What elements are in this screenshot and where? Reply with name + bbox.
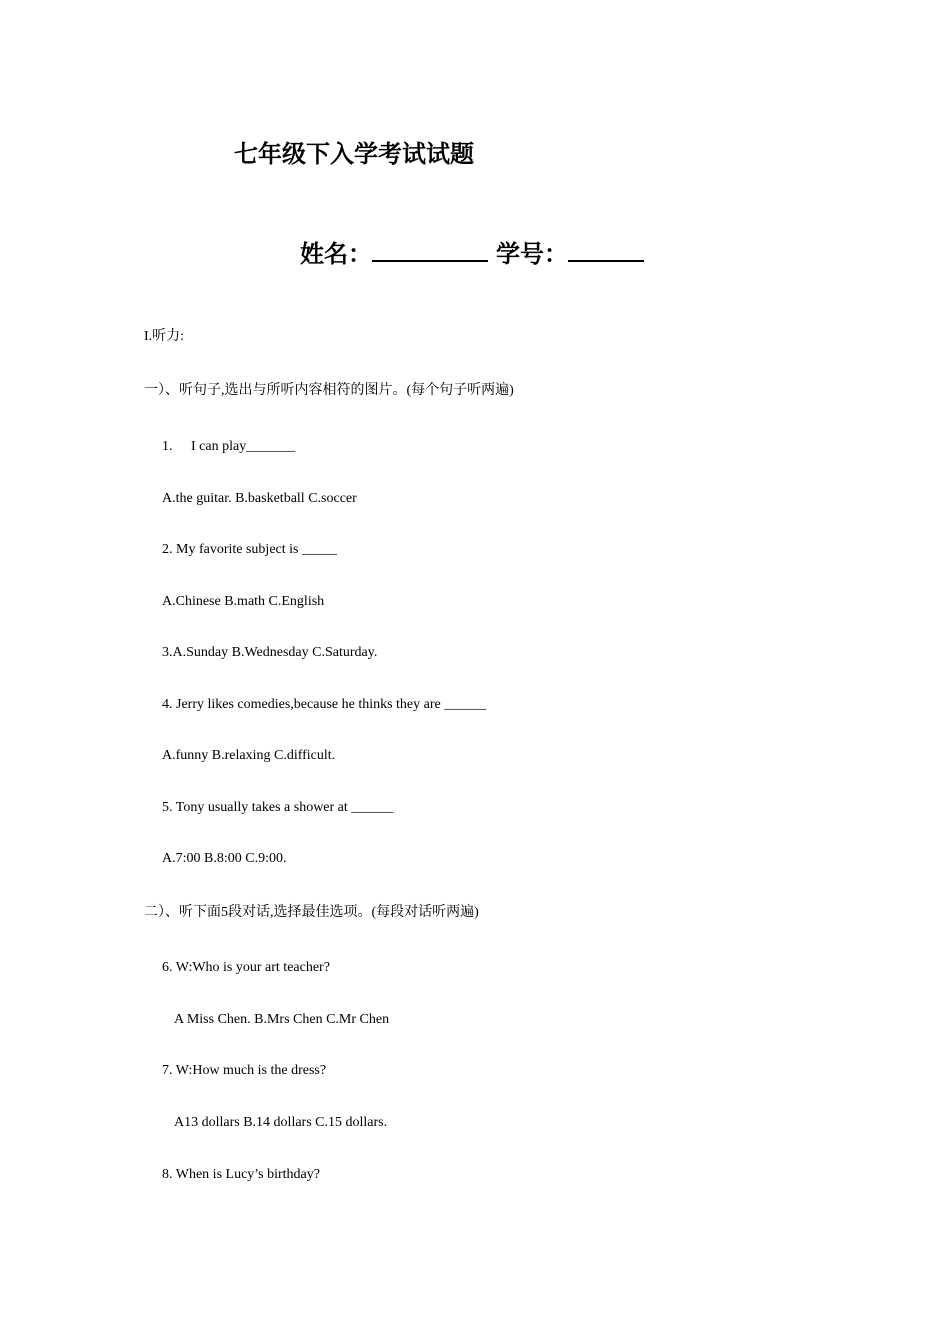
question-1 [162,438,295,456]
question-1-text: I can play_______ [191,439,296,454]
question-6-options: A Miss Chen. B.Mrs Chen C.Mr Chen [174,1012,390,1027]
question-2: 2. My favorite subject is _____ [162,542,337,557]
name-blank [372,234,488,262]
question-1-number: 1. [162,439,173,454]
student-info-line [300,234,644,269]
question-7: 7. W:How much is the dress? [162,1063,327,1078]
question-3-options: 3.A.Sunday B.Wednesday C.Saturday. [162,645,378,660]
question-4-options: A.funny B.relaxing C.difficult. [162,748,336,763]
question-5: 5. Tony usually takes a shower at ______ [162,800,394,815]
question-6: 6. W:Who is your art teacher? [162,960,330,975]
question-1-options: A.the guitar. B.basketball C.soccer [162,491,357,506]
question-2-options: A.Chinese B.math C.English [162,594,325,609]
question-7-options: A13 dollars B.14 dollars C.15 dollars. [174,1115,388,1130]
part2-instruction: 二）、听下面5段对话,选择最佳选项。(每段对话听两遍) [144,905,479,920]
question-8: 8. When is Lucy’s birthday? [162,1167,320,1182]
student-id-blank [568,234,644,262]
student-id-label: 学号： [496,240,568,268]
exam-title: 七年级下入学考试试题 [234,140,474,168]
question-4: 4. Jerry likes comedies,because he thinks they are ______ [162,697,487,712]
name-label: 姓名： [300,240,372,268]
question-5-options: A.7:00 B.8:00 C.9:00. [162,851,287,866]
part1-instruction: 一）、听句子,选出与所听内容相符的图片。(每个句子听两遍) [144,383,514,398]
section-heading-listening: I.听力: [144,329,185,344]
